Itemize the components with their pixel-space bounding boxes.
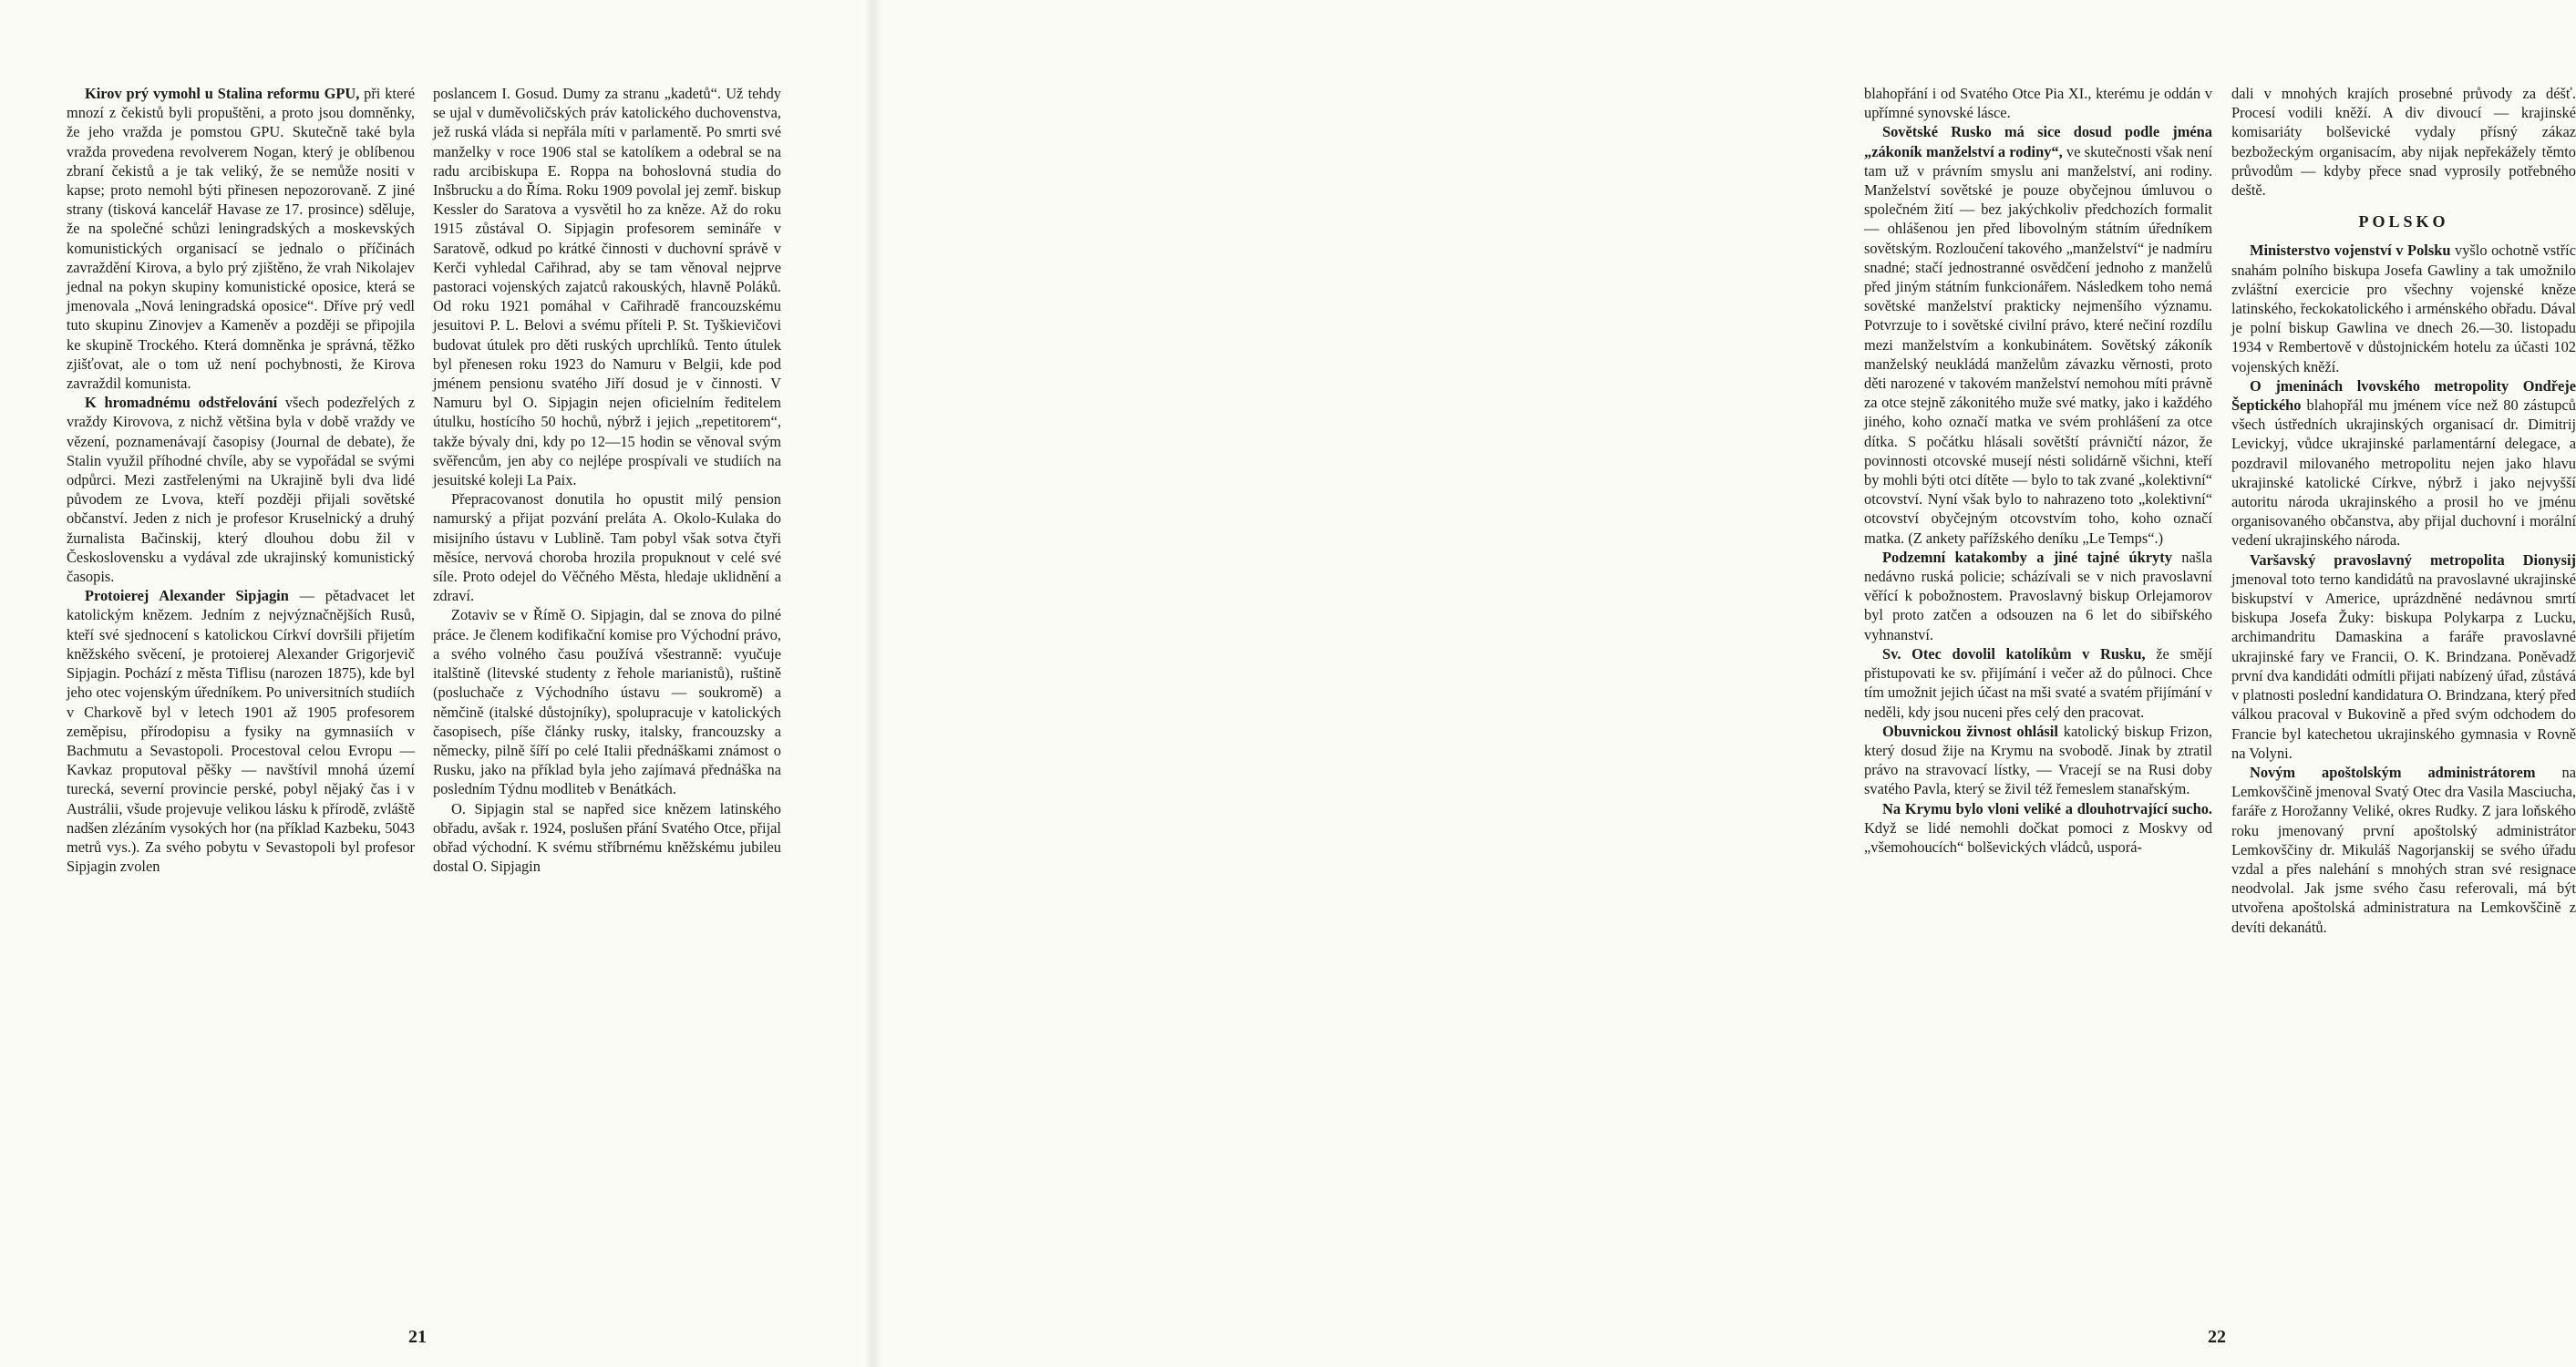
article-paragraph (433, 605, 781, 798)
article-paragraph (1864, 799, 2212, 858)
section-heading: POLSKO (2358, 212, 2449, 231)
paragraph-text: že smějí přistupovati ke sv. přijímání i večer až do půlnoci. Chce tím umožnit jejich účast na mši svaté a svatém přijímání v neděli, kdy jsou nuceni přes celý den pracovat. (1864, 644, 2212, 721)
article-paragraph (2231, 376, 2576, 550)
article-paragraph (1864, 644, 2212, 722)
paragraph-lead: Protoierej Alexander Sipjagin (85, 587, 289, 605)
paragraph-text: dali v mnohých krajích prosebné průvody za déšť. Procesí vodili kněží. A div divoucí — krajinské komisariáty bolševické vydaly přísný zákaz bezbožeckým organisacím, aby nijak nepřekážely těmto průvodům — kdyby přece snad vyprosily potřebného deště. (2231, 85, 2576, 200)
article-paragraph (433, 84, 781, 489)
paragraph-text: ve skutečnosti však není tam už v právním smyslu ani manželství, ani rodiny. Manželství sovětské je pouze obyčejnou úmluvou o společném žití — bez jakýchkoliv předchozích formalit — ohlášenou jen před libovolným státním úředníkem sovětským. Rozloučení takového „manželství“ je nadmíru snadné; stačí jednostranné osvědčení jednoho z manželů před jiným státním funkcionářem. Následkem toho nemá sovětské manželství prakticky nejmenšího významu. Potvrzuje to i sovětské civilní právo, které nečiní rozdílu mezi manželstvím a konkubinátem. Sovětský zákoník manželský neukládá manželům závazku věrnosti, proto děti narozené v takovém manželství nemohou míti právně za otce stejně zákonitého muže své matky, jako i každého jiného, koho označí matka ve svém prohlášení za otce dítka. S počátku hlásali sovětští právničtí názor, že povinnosti otcovské musejí nésti solidárně všichni, kteří by mohli býti otci dítěte — bylo to tak zvané „kolektivní“ otcovství. Nyní však bylo to nahrazeno toto „kolektivní“ otcovství obyčejným otcovstvím toho, koho označí matka. (Z ankety pařížského deníku „Le Temps“.) (1864, 142, 2212, 547)
paragraph-lead: O jmeninách lvovského metropolity Ondřeje Šeptického (2231, 376, 2576, 415)
paragraph-lead: Sv. Otec dovolil katolíkům v Rusku, (1882, 644, 2146, 663)
paragraph-text: Když se lidé nemohli dočkat pomoci z Moskvy od „všemohoucích“ bolševických vládců, usporá- (1864, 818, 2212, 856)
page-number: 21 (408, 1327, 427, 1347)
paragraph-text: vyšlo ochotně vstříc snahám polního biskupa Josefa Gawliny a tak umožnilo zvláštní exercicie pro všechny vojenské kněze latinského, řeckokatolického i arménského obřadu. Dával je polní biskup Gawlina ve dnech 26.—30. listopadu 1934 v Rembertově v důstojnickém hotelu za účasti 102 vojenských kněží. (2231, 242, 2576, 375)
article-paragraph (2231, 84, 2576, 200)
paragraph-text: Zotaviv se v Římě O. Sipjagin, dal se znova do pilné práce. Je členem kodifikační komise pro Východní právo, a svého volného času používá všestranně: vyučuje italštině (litevské studenty z řehole marianistů), ruštině (posluchače z Východního ústavu — soukromě) a němčině (italské důstojníky), spolupracuje v katolických časopisech, píše články rusky, italsky, francouzsky a německy, pilně šíří po celé Italii přednáškami známost o Rusku, jako na příklad byla jeho zajímavá přednáška na posledním Týdnu modliteb v Benátkách. (433, 606, 781, 798)
paragraph-text: na Lemkovščině jmenoval Svatý Otec dra Vasila Masciucha, faráře z Horožanny Veliké, okres Rudky. Z jara loňského roku jmenovaný první apoštolský administrátor Lemkovščiny dr. Mikuláš Nagorjanskij se svého úřadu vzdal a přes nalehání s mnohých stran své resignace neodvolal. Jak jsme svého času referovali, má být utvořena apoštolská administratura na Lemkovščině z devíti dekanátů. (2231, 763, 2576, 936)
paragraph-text: poslancem I. Gosud. Dumy za stranu „kadetů“. Už tehdy se ujal v duměvoličských práv katolického duchovenstva, jež ruská vláda si nepřála míti v parlamentě. Po smrti své manželky v roce 1906 stal se katolíkem a odebral se na radu arcibiskupa E. Roppa na bohoslovná studia do Inšbrucku a do Říma. Roku 1909 povolal jej zemř. biskup Kessler do Saratova a vysvětil ho za kněze. Až do roku 1915 zůstával O. Sipjagin profesorem semináře v Saratově, odkud po krátké činnosti v duchovní správě v Kerči vyhledal Cařihrad, aby se tam věnoval nejprve pastoraci vojenských zajatců rakouských, hlavně Poláků. Od roku 1921 pomáhal v Cařihradě francouzskému jesuitovi P. L. Belovi a svému příteli P. St. Tyškievičovi budovat útulek pro děti ruských uprchlíků. Tento útulek byl přenesen roku 1923 do Namuru v Belgii, kde pod jménem pensionu svatého Jiří dosud je v činnosti. V Namuru byl O. Sipjagin nejen oficielním ředitelem útulku, hostícího 50 hochů, nýbrž i jejich „repetitorem“, takže bývaly dni, kdy po 12—15 hodin se věnoval svým svěřencům, jen aby co nejlépe prospívali ve studiích na jesuitské koleji La Paix. (433, 85, 781, 489)
paragraph-text: Přepracovanost donutila ho opustit milý pension namurský a přijat pozvání preláta A. Okolo-Kulaka do misijního ústavu v Lublině. Tam pobyl však sotva čtyři měsíce, nervová choroba hrozila propuknout v celé své síle. Proto odejel do Věčného Města, hledaje uklidnění a zdraví. (433, 490, 781, 605)
article-paragraph (1864, 548, 2212, 644)
paragraph-lead: K hromadnému odstřelování (85, 394, 278, 412)
article-paragraph (433, 799, 781, 877)
article-paragraph (433, 489, 781, 605)
paragraph-text: při které mnozí z čekistů byli propuštěni, a proto jsou domněnky, že jeho vražda je pomstou GPU. Skutečně také byla vražda provedena revolverem Nogan, který je oblíbenou zbraní čekistů a je tak veliký, že se nemůže nositi v kapse; proto nemohl býti přinesen nepozorovaně. Z jiné strany (tisková kancelář Havase ze 17. prosince) sděluje, že na společné schůzi leningradských a moskevských komunistických organisací se jednalo o příčinách zavraždění Kirova, a bylo prý zjištěno, že vrah Nikolajev jednal na pokyn skupiny komunistické oposice, která se jmenovala „Nová leningradská oposice“. Dříve prý vedl tuto skupinu Zinovjev a Kameněv a později se připojila ke skupině Trockého. Která domněnka je správná, těžko zjišťovat, ale o tom už není pochybnosti, že Kirova zavraždil komunista. (67, 85, 415, 393)
paragraph-lead: Ministerstvo vojenství v Polsku (2250, 242, 2451, 260)
page-number: 22 (2208, 1327, 2226, 1347)
column (433, 84, 781, 1259)
paragraph-lead: Varšavský pravoslavný metropolita Dionysij (2250, 550, 2576, 569)
paragraph-lead: Na Krymu bylo vloni veliké a dlouhotrvající sucho. (1882, 799, 2212, 817)
article-paragraph (67, 393, 415, 586)
column (1864, 84, 2212, 1259)
column (67, 84, 415, 1259)
article-paragraph (67, 586, 415, 876)
paragraph-text: O. Sipjagin stal se napřed sice knězem latinského obřadu, avšak r. 1924, poslušen přání Svatého Otce, přijal obřad východní. K svému stříbrnému kněžskému jubileu dostal O. Sipjagin (433, 799, 781, 876)
paragraph-text: blahopřání i od Svatého Otce Pia XI., kterému je oddán v upřímné synovské lásce. (1864, 85, 2212, 122)
paragraph-lead: Kirov prý vymohl u Stalina reformu GPU, (85, 85, 360, 102)
left-page (0, 0, 873, 1367)
paragraph-text: jmenoval toto terno kandidátů na pravoslavné ukrajinské biskupství v Americe, uprázdněné nedávnou smrtí biskupa Josefa Žuky: biskupa Polykarpa z Lucku, archimandritu Damaskina a faráře pravoslavné ukrajinské fary ve Francii, O. K. Brindzana. Poněvadž první dva kandidáti odmítli přijati nabízený úřad, zůstává v platnosti poslední kandidatura O. Brindzana, který před válkou pracoval v Bukovině a před svým odchodem do Francie byl katechetou ukrajinského gymnasia v Rovně na Volyni. (2231, 570, 2576, 762)
paragraph-text: našla nedávno ruská policie; scházívali se v nich pravoslavní věřící k pobožnostem. Pravoslavný biskup Orlejamorov byl proto zatčen a odsouzen na 6 let do sibiřského vyhnanství. (1864, 548, 2212, 643)
paragraph-text: všech podezřelých z vraždy Kirovova, z nichž většina byla v době vraždy ve vězení, poznamenávají časopisy (Journal de debate), že Stalin využil příhodné chvíle, aby se vypořádal se svými odpůrci. Mezi zastřelenými na Ukrajině byli dva lidé původem ze Lvova, kteří později přijali sovětské občanství. Jeden z nich je profesor Kruselnický a druhý žurnalista Bačinskij, který dlouhou dobu žil v Československu a vydával zde ukrajinský komunistický časopis. (67, 394, 415, 586)
article-paragraph (1864, 84, 2212, 122)
paragraph-text: katolický biskup Frizon, který dosud žije na Krymu na svobodě. Jinak by ztratil právo na stravovací lístky, — Vracejí se na Rusi doby svatého Pavla, který se živil též řemeslem stanařským. (1864, 722, 2212, 798)
paragraph-lead: Obuvnickou živnost ohlásil (1882, 722, 2058, 740)
paragraph-text: blahopřál mu jménem více než 80 zástupců všech ústředních ukrajinských organisací dr. Dimitrij Levickyj, vůdce ukrajinské parlamentární delegace, a pozdravil milovaného metropolitu nejen jako hlavu ukrajinské katolické Církve, nýbrž i jako nejvyšší autoritu národa ukrajinského a prosil ho ve jménu organisovaného občanstva, aby přijal duchovní i morální vedení ukrajinského národa. (2231, 396, 2576, 550)
paragraph-text: — pětadvacet let katolickým knězem. Jedním z nejvýznačnějších Rusů, kteří své sjednocení s katolickou Církví dovršili přijetím kněžského svěcení, je protoierej Alexander Grigorjevič Sipjagin. Pochází z města Tiflisu (narozen 1875), kde byl jeho otec vojenským úředníkem. Po universitních studiích v Charkově byl v letech 1901 až 1905 profesorem zeměpisu, přírodopisu a fysiky na gymnasiích v Bachmutu a Sevastopoli. Procestoval celou Evropu — Kavkaz proputoval pěšky — navštívil mnohá území turecká, severní provincie perské, pobyl nějaký čas i v Austrálii, všude projevuje velikou lásku k přírodě, zvláště nadšen zlézáním vysokých hor (na příklad Kazbeku, 5043 metrů vys.). Za svého pobytu v Sevastopoli byl profesor Sipjagin zvolen (67, 587, 416, 876)
paragraph-lead: Podzemní katakomby a jiné tajné úkryty (1882, 548, 2172, 566)
article-paragraph (2231, 550, 2576, 763)
article-paragraph (67, 84, 415, 393)
paragraph-lead: Sovětské Rusko má sice dosud podle jména „zákoník manželství a rodiny“, (1864, 123, 2212, 160)
paragraph-lead: Novým apoštolským administrátorem (2250, 763, 2536, 781)
article-paragraph (2231, 241, 2576, 375)
column (2231, 84, 2576, 1259)
right-page (873, 0, 2576, 1367)
article-paragraph (2231, 763, 2576, 937)
article-paragraph (1864, 722, 2212, 799)
article-paragraph (1864, 122, 2212, 547)
